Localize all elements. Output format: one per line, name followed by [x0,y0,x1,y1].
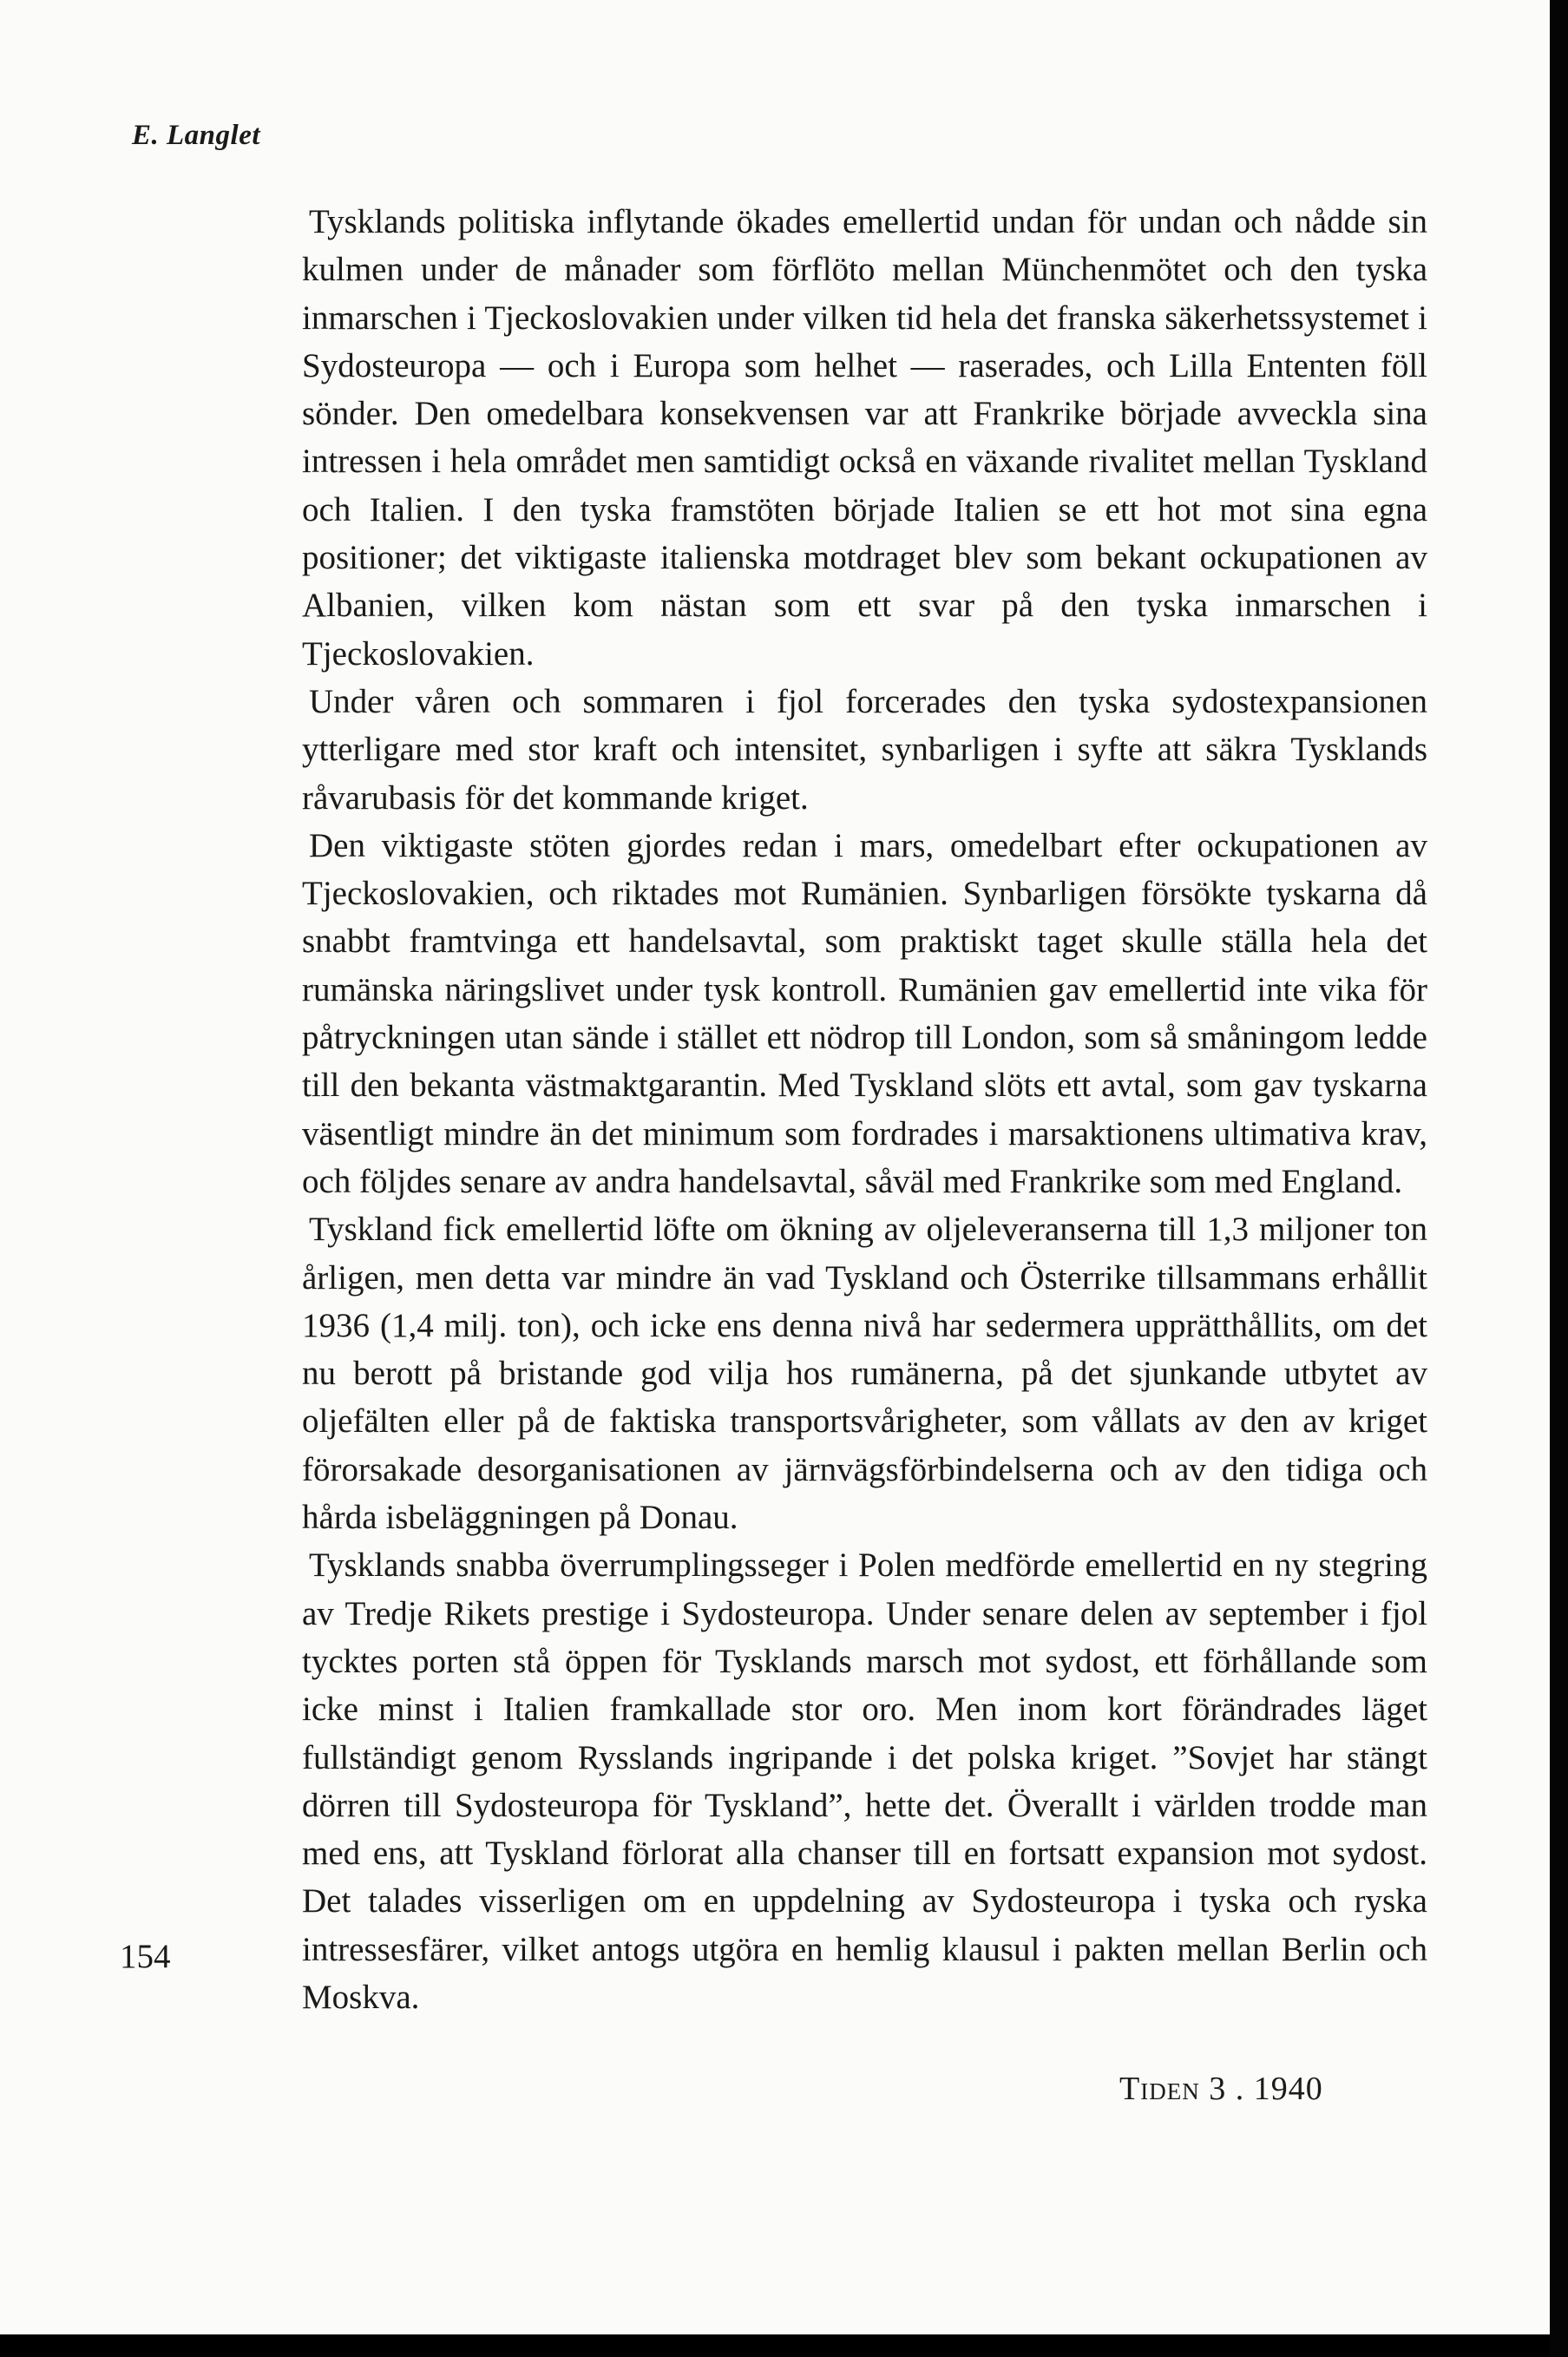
scan-edge [1550,0,1568,2357]
paragraph: Tysklands politiska inflytande ökades emellertid undan för undan och nådde sin kulmen under de månader som förflöto mellan Münchenmötet och den tyska inmarschen i Tjeckoslovakien under vilken tid hela det franska säkerhetssystemet i Sydosteuropa — och i Europa som helhet — raserades, och Lilla Ententen föll sönder. Den omedelbara konsekvensen var att Frankrike började avveckla sina intressen i hela området men samtidigt också en växande rivalitet mellan Tyskland och Italien. I den tyska framstöten började Italien se ett hot mot sina egna positioner; det viktigaste italienska motdraget blev som bekant ockupationen av Albanien, vilken kom nästan som ett svar på den tyska inmarschen i Tjeckoslovakien. [302,203,1427,673]
paragraph: Tysklands snabba överrumplingsseger i Polen medförde emellertid en ny stegring av Tredje Rikets prestige i Sydosteuropa. Under senare delen av september i fjol tycktes porten stå öppen för Tysklands marsch mot sydost, ett förhållande som icke minst i Italien framkallade stor oro. Men inom kort förändrades läget fullständigt genom Rysslands ingripande i det polska kriget. ”Sovjet har stängt dörren till Sydosteuropa för Tyskland”, hette det. Överallt i världen trodde man med ens, att Tyskland förlorat alla chanser till en fortsatt expansion mot sydost. Det talades visserligen om en uppdelning av Sydosteuropa i tyska och ryska intressesfärer, vilket antogs utgöra en hemlig klausul i pakten mellan Berlin och Moskva. [302,1546,1427,2016]
journal-name: Tiden [1119,2071,1200,2107]
page-number: 154 [120,1938,171,1975]
paragraph: Den viktigaste stöten gjordes redan i mars, omedelbart efter ockupationen av Tjeckoslovakien, och riktades mot Rumänien. Synbarligen försökte tyskarna då snabbt framtvinga ett handelsavtal, som praktiskt taget skulle ställa hela det rumänska näringslivet under tysk kontroll. Rumänien gav emellertid inte vika för påtryckningen utan sände i stället ett nödrop till London, som så småningom ledde till den bekanta västmaktgarantin. Med Tyskland slöts ett avtal, som gav tyskarna väsentligt mindre än det minimum som fordrades i marsaktionens ultimativa krav, och följdes senare av andra handelsavtal, såväl med Frankrike som med England. [302,826,1427,1200]
article-body [302,198,1427,2021]
running-head: E. Langlet [132,120,261,151]
paragraph: Tyskland fick emellertid löfte om ökning av oljeleveranserna till 1,3 miljoner ton årligen, men detta var mindre än vad Tyskland och Österrike tillsammans erhållit 1936 (1,4 milj. ton), och icke ens denna nivå har sedermera upprätthållits, om det nu berott på bristande god vilja hos rumänerna, på det sjunkande utbytet av oljefälten eller på de faktiska transportsvårigheter, som vållats av den av kriget förorsakade desorganisationen av järnvägsförbindelserna och av den tidiga och hårda isbeläggningen på Donau. [302,1211,1427,1537]
paragraph: Under våren och sommaren i fjol forcerades den tyska sydostexpansionen ytterligare med stor kraft och intensitet, synbarligen i syfte att säkra Tysklands råvarubasis för det kommande kriget. [302,682,1427,817]
journal-issue: 3 . 1940 [1209,2071,1323,2107]
journal-reference [1119,2070,1323,2108]
